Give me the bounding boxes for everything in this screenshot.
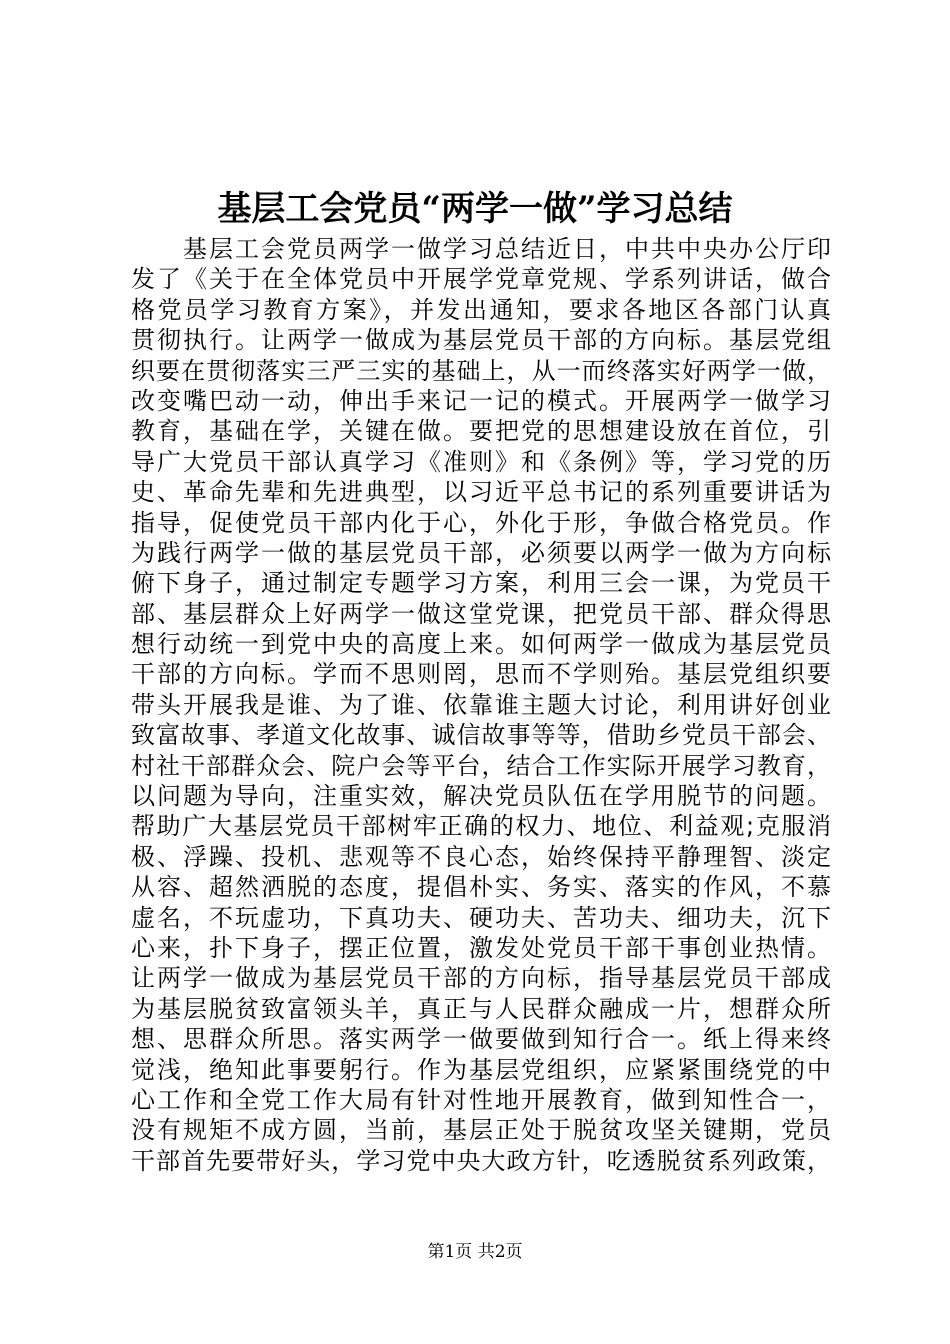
- body-line: 格党员学习教育方案》，并发出通知，要求各地区各部门认真: [131, 295, 831, 324]
- body-line: 觉浅，绝知此事要躬行。作为基层党组织，应紧紧围绕党的中: [131, 1055, 831, 1084]
- body-line: 部、基层群众上好两学一做这堂党课，把党员干部、群众得思: [131, 599, 831, 628]
- body-line: 干部的方向标。学而不思则罔，思而不学则殆。基层党组织要: [131, 660, 831, 689]
- body-line: 为践行两学一做的基层党员干部，必须要以两学一做为方向标: [131, 538, 831, 567]
- body-line: 想、思群众所思。落实两学一做要做到知行合一。纸上得来终: [131, 1025, 831, 1054]
- body-line: 从容、超然洒脱的态度，提倡朴实、务实、落实的作风，不慕: [131, 873, 831, 902]
- body-line: 致富故事、孝道文化故事、诚信故事等等，借助乡党员干部会、: [131, 721, 831, 750]
- body-line: 为基层脱贫致富领头羊，真正与人民群众融成一片，想群众所: [131, 994, 831, 1023]
- body-line: 让两学一做成为基层党员干部的方向标，指导基层党员干部成: [131, 964, 831, 993]
- body-line: 没有规矩不成方圆，当前，基层正处于脱贫攻坚关键期，党员: [131, 1116, 831, 1145]
- body-line: 教育，基础在学，关键在做。要把党的思想建设放在首位，引: [131, 417, 831, 446]
- body-line: 心来，扑下身子，摆正位置，激发处党员干部干事创业热情。: [131, 933, 831, 962]
- document-title: 基层工会党员“两学一做”学习总结: [217, 189, 733, 229]
- body-line: 贯彻执行。让两学一做成为基层党员干部的方向标。基层党组: [131, 326, 831, 355]
- body-line: 村社干部群众会、院户会等平台，结合工作实际开展学习教育，: [131, 751, 831, 780]
- body-line: 改变嘴巴动一动，伸出手来记一记的模式。开展两学一做学习: [131, 386, 831, 415]
- body-line: 发了《关于在全体党员中开展学党章党规、学系列讲话，做合: [131, 265, 831, 294]
- body-line: 极、浮躁、投机、悲观等不良心态，始终保持平静理智、淡定: [131, 842, 831, 871]
- body-line: 以问题为导向，注重实效，解决党员队伍在学用脱节的问题。: [131, 782, 831, 811]
- body-line: 虚名，不玩虚功，下真功夫、硬功夫、苦功夫、细功夫，沉下: [131, 903, 831, 932]
- page-footer: 第1页 共2页: [427, 1242, 523, 1262]
- document-body: [131, 234, 831, 1176]
- body-line: 心工作和全党工作大局有针对性地开展教育，做到知性合一，: [131, 1085, 831, 1114]
- body-line: 指导，促使党员干部内化于心，外化于形，争做合格党员。作: [131, 508, 831, 537]
- body-line: 史、革命先辈和先进典型，以习近平总书记的系列重要讲话为: [131, 478, 831, 507]
- body-line: 带头开展我是谁、为了谁、依靠谁主题大讨论，利用讲好创业: [131, 690, 831, 719]
- body-line: 俯下身子，通过制定专题学习方案，利用三会一课，为党员干: [131, 569, 831, 598]
- body-line: 干部首先要带好头，学习党中央大政方针，吃透脱贫系列政策，: [131, 1146, 831, 1175]
- body-line: 基层工会党员两学一做学习总结近日，中共中央办公厅印: [131, 235, 831, 263]
- body-line: 想行动统一到党中央的高度上来。如何两学一做成为基层党员: [131, 630, 831, 659]
- body-line: 导广大党员干部认真学习《准则》和《条例》等，学习党的历: [131, 447, 831, 476]
- body-line: 织要在贯彻落实三严三实的基础上，从一而终落实好两学一做，: [131, 356, 831, 385]
- body-line: 帮助广大基层党员干部树牢正确的权力、地位、利益观;克服消: [131, 812, 831, 841]
